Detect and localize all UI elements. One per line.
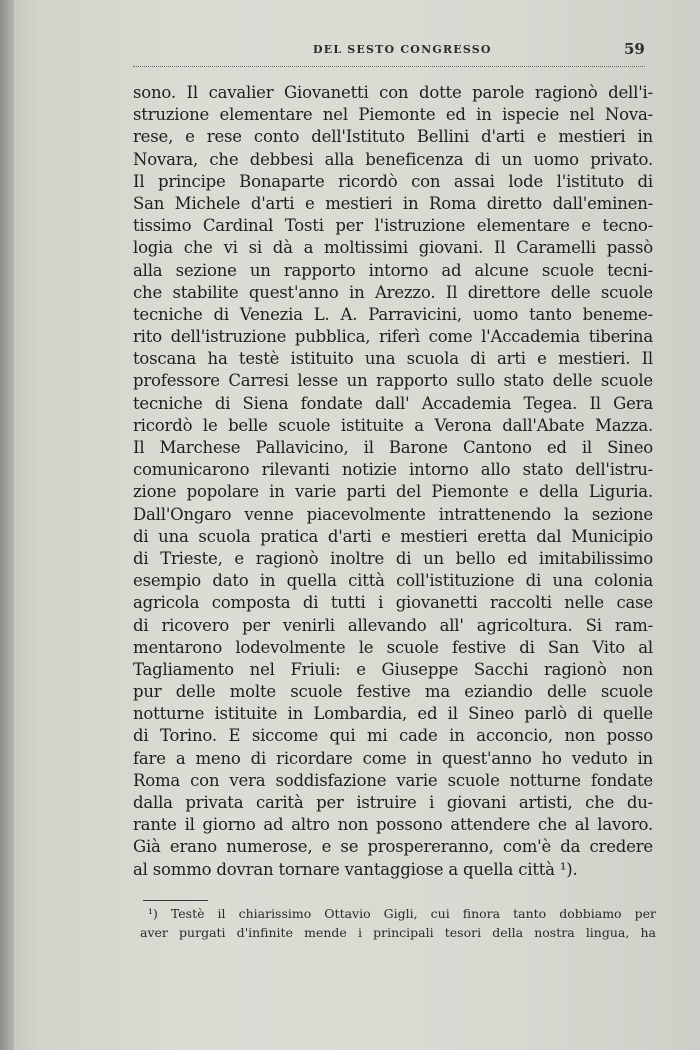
text-line: Il principe Bonaparte ricordò con assai lode l'istituto di (133, 171, 653, 191)
text-line: rante il giorno ad altro non possono attendere che al lavoro. (133, 815, 653, 835)
binding-shadow (0, 0, 14, 1050)
text-line: esempio dato in quella città coll'istituzione di una colonia (133, 571, 653, 591)
text-line: Già erano numerose, e se prospereranno, com'è da credere (133, 837, 653, 857)
text-line: struzione elementare nel Piemonte ed in ispecie nel Nova- (133, 105, 653, 125)
text-line: pur delle molte scuole festive ma eziandio delle scuole (133, 682, 653, 702)
footnote-line: ¹) Testè il chiarissimo Ottavio Gigli, cui finora tanto dobbiamo per (148, 906, 656, 921)
text-line: rito dell'istruzione pubblica, riferì come l'Accademia tiberina (133, 327, 653, 347)
text-line: Roma con vera soddisfazione varie scuole notturne fondate (133, 770, 653, 790)
text-line: Dall'Ongaro venne piacevolmente intrattenendo la sezione (133, 504, 653, 524)
text-line: che stabilite quest'anno in Arezzo. Il direttore delle scuole (133, 282, 653, 302)
text-line: ricordò le belle scuole istituite a Verona dall'Abate Mazza. (133, 415, 653, 435)
text-line: Tagliamento nel Friuli: e Giuseppe Sacchi ragionò non (133, 659, 653, 679)
text-line: San Michele d'arti e mestieri in Roma diretto dall'eminen- (133, 193, 653, 213)
text-line: professore Carresi lesse un rapporto sullo stato delle scuole (133, 371, 653, 391)
text-line: di Trieste, e ragionò inoltre di un bello ed imitabilissimo (133, 548, 653, 568)
text-line: toscana ha testè istituito una scuola di arti e mestieri. Il (133, 349, 653, 369)
text-line: rese, e rese conto dell'Istituto Bellini d'arti e mestieri in (133, 127, 653, 147)
text-line: di una scuola pratica d'arti e mestieri eretta dal Municipio (133, 526, 653, 546)
text-line: logia che vi si dà a moltissimi giovani. Il Caramelli passò (133, 238, 653, 258)
text-line: tecniche di Venezia L. A. Parravicini, uomo tanto beneme- (133, 304, 653, 324)
footnote-line: aver purgati d'infinite mende i principali tesori della nostra lingua, ha (140, 925, 656, 940)
text-line: comunicarono rilevanti notizie intorno allo stato dell'istru- (133, 460, 653, 480)
running-head: DEL SESTO CONGRESSO (313, 43, 492, 56)
text-line: al sommo dovran tornare vantaggiose a quella città ¹). (133, 859, 578, 879)
text-line: zione popolare in varie parti del Piemonte e della Liguria. (133, 482, 653, 502)
text-line: Il Marchese Pallavicino, il Barone Cantono ed il Sineo (133, 438, 653, 457)
text-line: tissimo Cardinal Tosti per l'istruzione elementare e tecno- (133, 216, 653, 236)
footnote-rule (143, 900, 208, 901)
text-line: tecniche di Siena fondate dall' Accademia Tegea. Il Gera (133, 393, 653, 413)
text-line: notturne istituite in Lombardia, ed il Sineo parlò di quelle (133, 704, 653, 724)
text-line: dalla privata carità per istruire i giovani artisti, che du- (133, 793, 653, 812)
text-line: di Torino. E siccome qui mi cade in acconcio, non posso (133, 726, 653, 746)
text-line: fare a meno di ricordare come in quest'anno ho veduto in (133, 748, 653, 768)
text-line: agricola composta di tutti i giovanetti raccolti nelle case (133, 593, 653, 613)
text-line: alla sezione un rapporto intorno ad alcune scuole tecni- (133, 260, 653, 280)
page-number: 59 (624, 40, 645, 58)
text-line: di ricovero per venirli allevando all' agricoltura. Si ram- (133, 615, 653, 635)
text-line: mentarono lodevolmente le scuole festive di San Vito al (133, 637, 653, 657)
text-line: Novara, che debbesi alla beneficenza di un uomo privato. (133, 149, 653, 169)
text-line: sono. Il cavalier Giovanetti con dotte parole ragionò dell'i- (133, 83, 653, 102)
body-text (133, 82, 653, 881)
header-rule (133, 66, 645, 67)
footnote (140, 904, 656, 942)
